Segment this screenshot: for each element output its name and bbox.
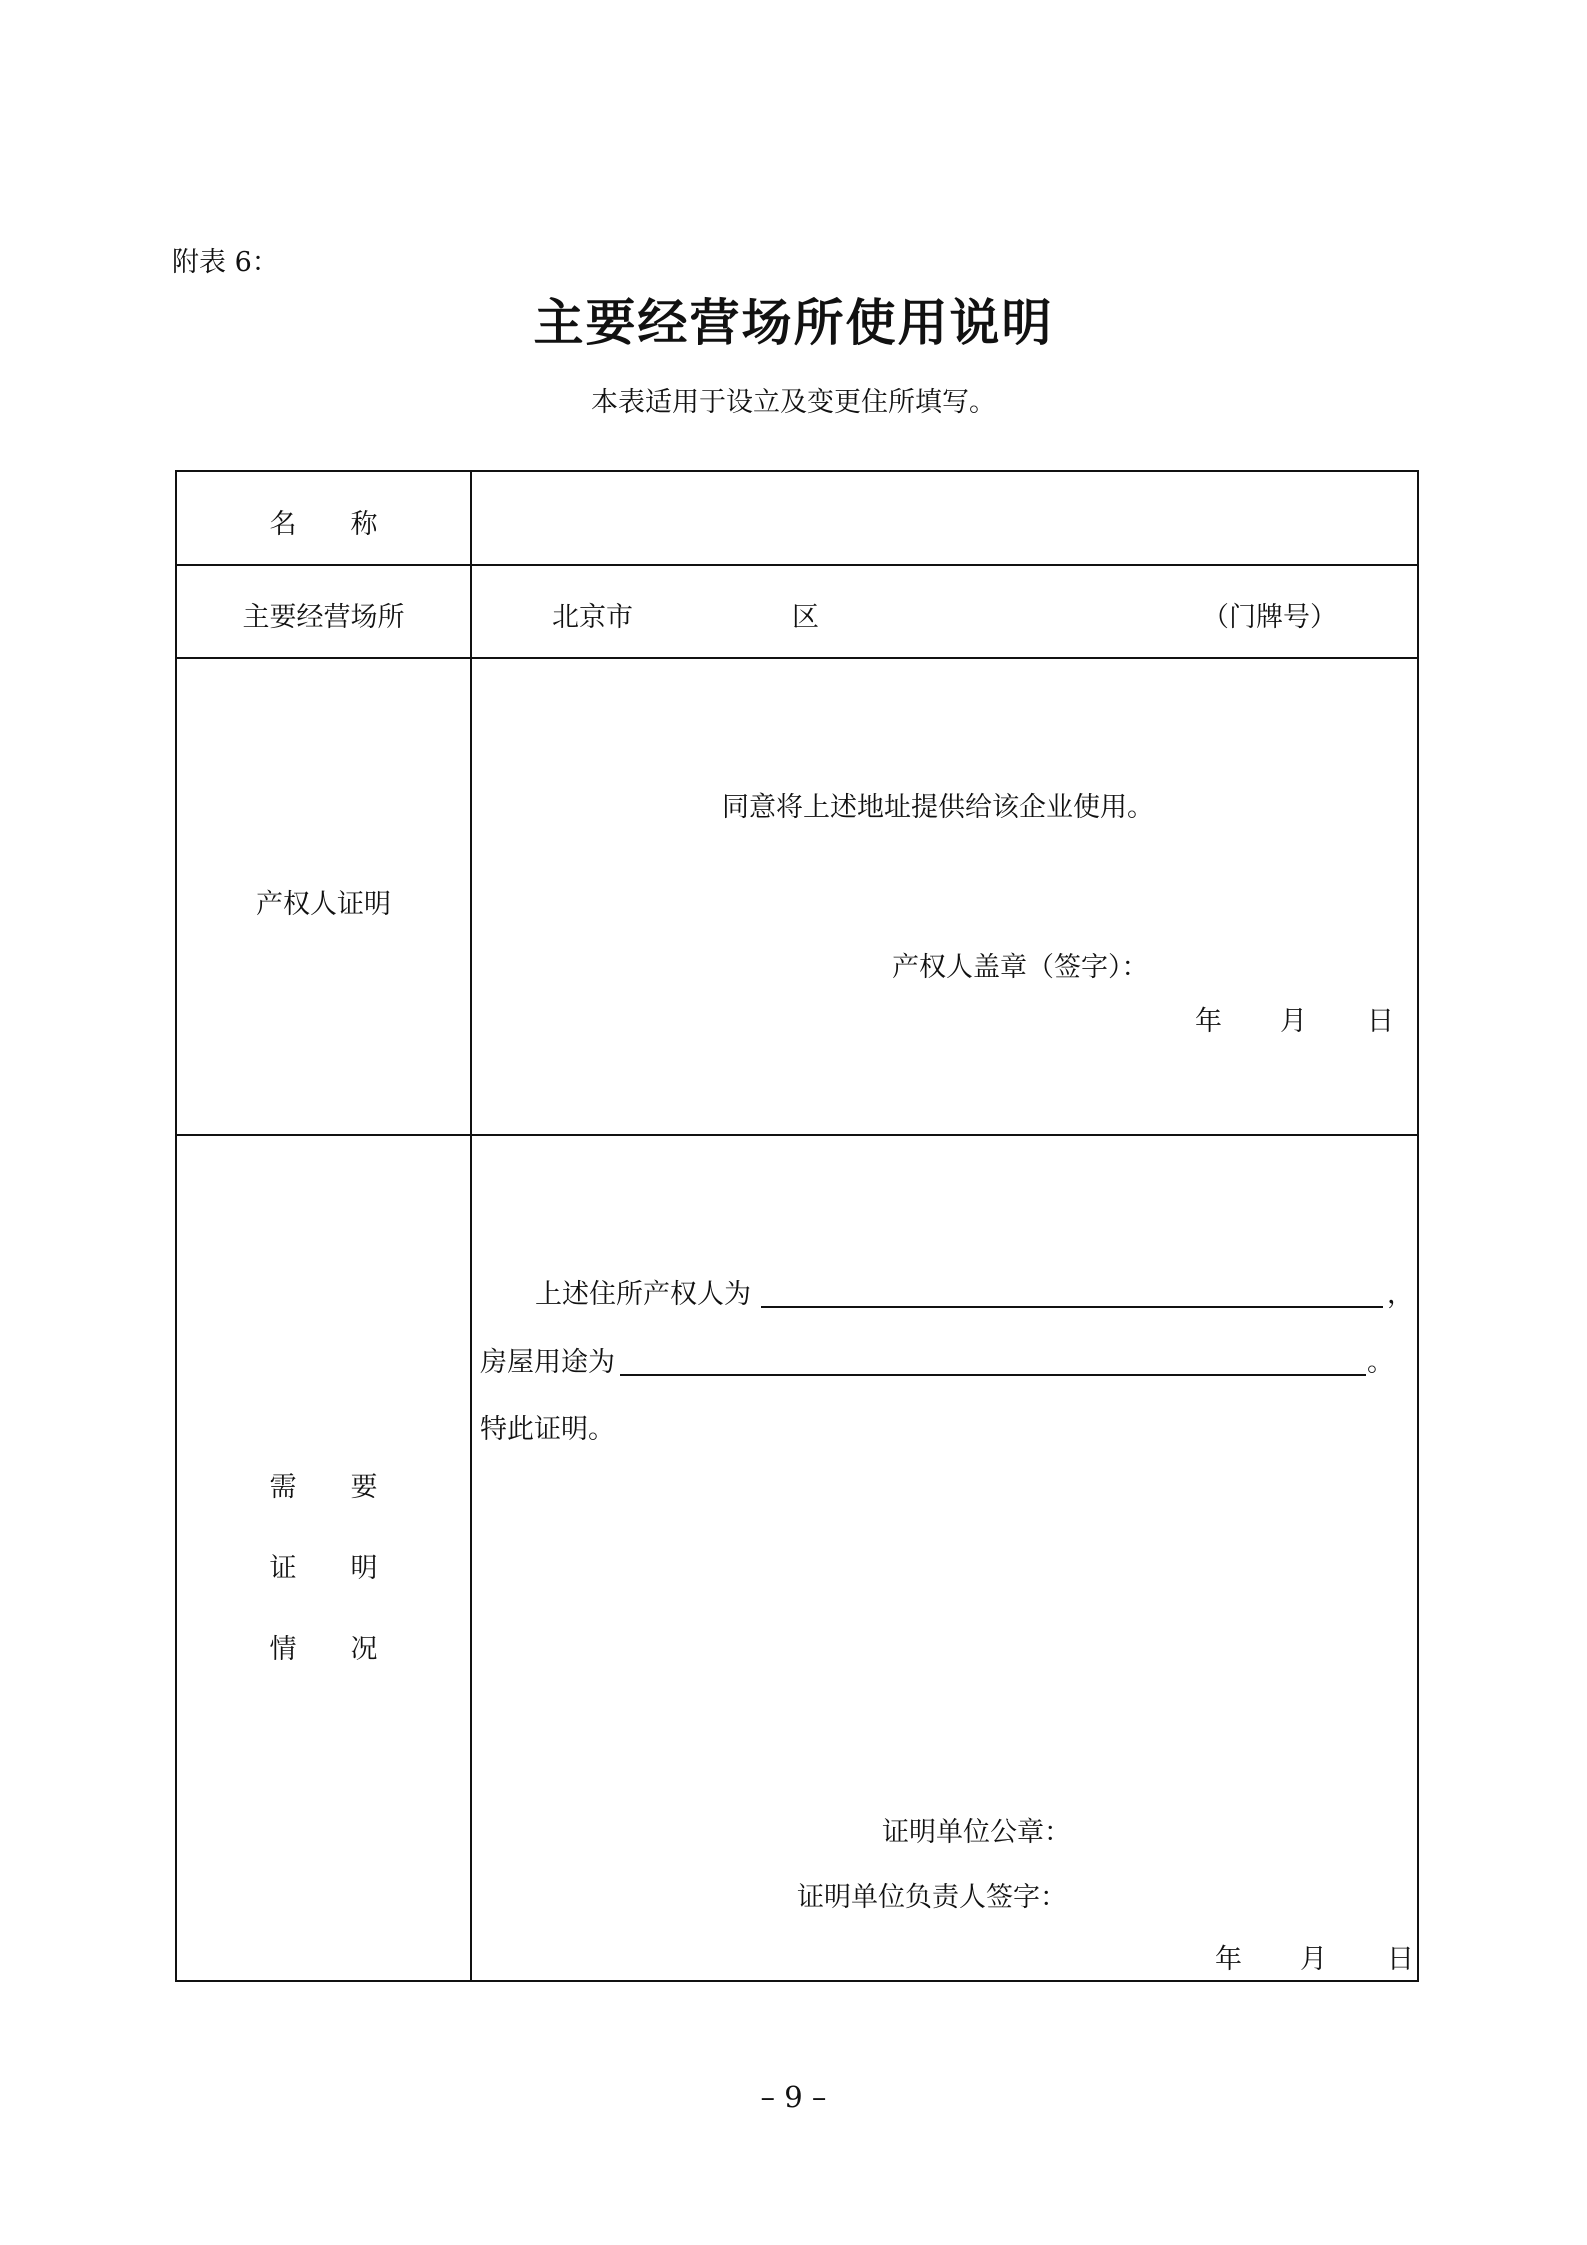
certify-text: 特此证明。	[480, 1414, 615, 1445]
usage-field[interactable]	[620, 1374, 1366, 1376]
responsible-sign-label: 证明单位负责人签字：	[797, 1882, 1067, 1913]
proof-label-line-2: 证 明	[269, 1553, 378, 1584]
name-label: 名 称	[269, 509, 378, 540]
unit-seal-label: 证明单位公章：	[882, 1817, 1071, 1848]
owner-proof-label: 产权人证明	[256, 889, 391, 920]
usage-prefix: 房屋用途为	[480, 1347, 615, 1378]
location-district: 区	[792, 602, 819, 633]
owner-date-day: 日	[1367, 1006, 1394, 1037]
location-label: 主要经营场所	[242, 602, 405, 633]
page-subtitle: 本表适用于设立及变更住所填写。	[591, 387, 996, 418]
proof-label-line-1: 需 要	[269, 1472, 378, 1503]
row-divider	[177, 657, 1417, 659]
page-title: 主要经营场所使用说明	[533, 293, 1054, 352]
usage-suffix: 。	[1367, 1347, 1394, 1378]
location-city: 北京市	[552, 602, 633, 633]
owner-name-field[interactable]	[761, 1306, 1383, 1308]
owner-consent-text: 同意将上述地址提供给该企业使用。	[722, 792, 1154, 823]
owner-date-year: 年	[1195, 1006, 1222, 1037]
column-divider	[470, 472, 472, 1980]
proof-date-month: 月	[1300, 1944, 1327, 1975]
attachment-label: 附表 6：	[172, 247, 279, 278]
owner-date-month: 月	[1280, 1006, 1307, 1037]
usage-form-table	[175, 470, 1419, 1982]
row-divider	[177, 564, 1417, 566]
owner-name-prefix: 上述住所产权人为	[535, 1279, 751, 1310]
page-number: – 9 –	[760, 2080, 827, 2114]
proof-date-day: 日	[1387, 1944, 1414, 1975]
owner-seal-label: 产权人盖章（签字）：	[892, 952, 1149, 983]
owner-name-suffix: ，	[1387, 1279, 1414, 1310]
proof-date-year: 年	[1215, 1944, 1242, 1975]
row-divider	[177, 1134, 1417, 1136]
proof-label-line-3: 情 况	[269, 1634, 378, 1665]
location-door-number: （门牌号）	[1202, 602, 1337, 633]
